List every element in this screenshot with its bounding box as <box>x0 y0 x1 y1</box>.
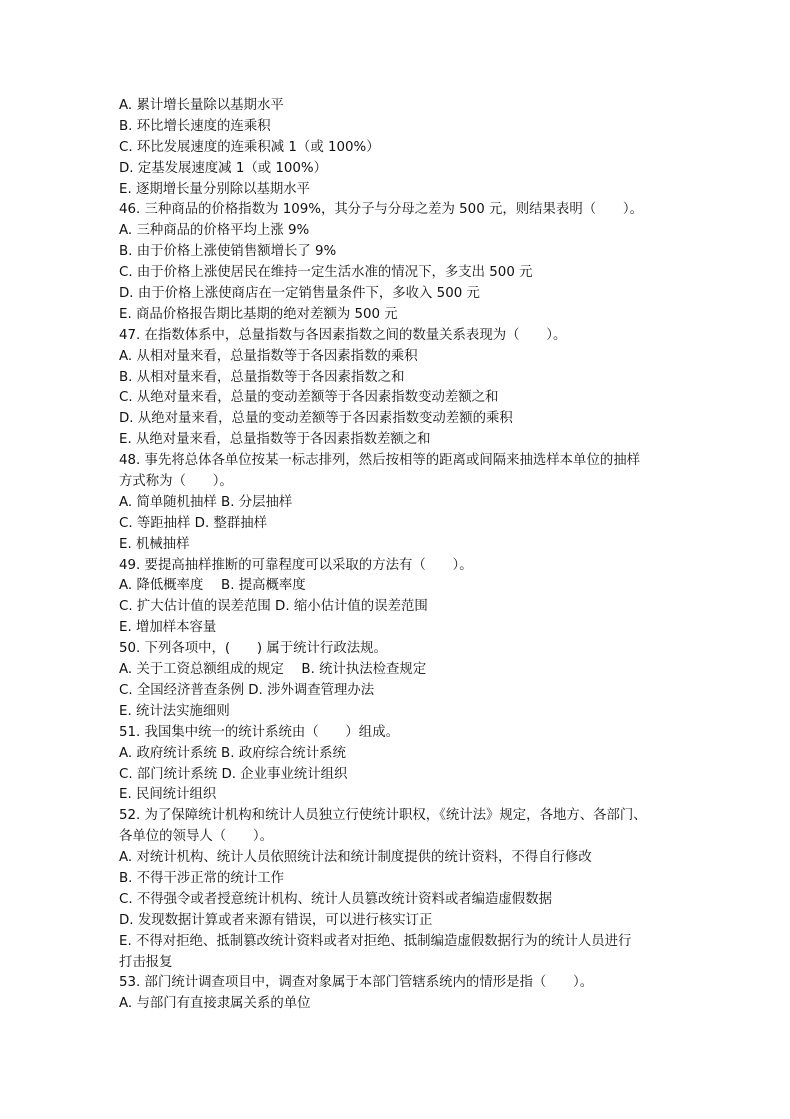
option-line: E. 增加样本容量 <box>119 620 217 636</box>
document-page <box>119 96 679 1015</box>
option-line: C. 部门统计系统 D. 企业事业统计组织 <box>119 766 348 782</box>
option-line: B. 由于价格上涨使销售额增长了 9% <box>119 244 337 260</box>
question-53: 53. 部门统计调查项目中，调查对象属于本部门管辖系统内的情形是指（ ）。 <box>119 975 594 991</box>
option-line: A. 对统计机构、统计人员依照统计法和统计制度提供的统计资料，不得自行修改 <box>119 850 592 866</box>
option-line: C. 不得强令或者授意统计机构、统计人员篡改统计资料或者编造虚假数据 <box>119 891 552 907</box>
option-line: A. 与部门有直接隶属关系的单位 <box>119 996 311 1012</box>
question-48: 48. 事先将总体各单位按某一标志排列，然后按相等的距离或间隔来抽选样本单位的抽样 <box>119 453 641 469</box>
option-line: A. 简单随机抽样 B. 分层抽样 <box>119 494 293 510</box>
option-line: C. 由于价格上涨使居民在维持一定生活水准的情况下，多支出 500 元 <box>119 265 533 281</box>
option-line-continued: 打击报复 <box>119 954 173 970</box>
option-line: A. 政府统计系统 B. 政府综合统计系统 <box>119 745 346 761</box>
option-line: E. 从绝对量来看，总量指数等于各因素指数差额之和 <box>119 432 431 448</box>
option-line: E. 机械抽样 <box>119 536 190 552</box>
option-line: C. 全国经济普查条例 D. 涉外调查管理办法 <box>119 682 375 698</box>
option-line: E. 不得对拒绝、抵制篡改统计资料或者对拒绝、抵制编造虚假数据行为的统计人员进行 <box>119 933 632 949</box>
option-line: A. 三种商品的价格平均上涨 9% <box>119 223 310 239</box>
option-line: D. 从绝对量来看，总量的变动差额等于各因素指数变动差额的乘积 <box>119 411 513 427</box>
option-line: C. 从绝对量来看，总量的变动差额等于各因素指数变动差额之和 <box>119 390 499 406</box>
option-line: D. 由于价格上涨使商店在一定销售量条件下，多收入 500 元 <box>119 286 480 302</box>
option-line: E. 商品价格报告期比基期的绝对差额为 500 元 <box>119 306 398 322</box>
option-line: A. 累计增长量除以基期水平 <box>119 98 284 113</box>
option-line: C. 扩大估计值的误差范围 D. 缩小估计值的误差范围 <box>119 599 428 615</box>
option-line: B. 环比增长速度的连乘积 <box>119 118 271 134</box>
option-line: E. 逐期增长量分别除以基期水平 <box>119 181 311 197</box>
question-51: 51. 我国集中统一的统计系统由（ ）组成。 <box>119 724 399 740</box>
option-line: A. 降低概率度 B. 提高概率度 <box>119 578 306 594</box>
option-line: B. 不得干涉正常的统计工作 <box>119 870 284 886</box>
option-line: E. 统计法实施细则 <box>119 703 230 719</box>
question-49: 49. 要提高抽样推断的可靠程度可以采取的方法有（ ）。 <box>119 557 473 573</box>
option-line: C. 环比发展速度的连乘积减 1（或 100%） <box>119 139 380 155</box>
option-line: D. 定基发展速度减 1（或 100%） <box>119 160 328 176</box>
question-48-continued: 方式称为（ ）。 <box>119 474 233 490</box>
option-line: E. 民间统计组织 <box>119 787 217 803</box>
question-52: 52. 为了保障统计机构和统计人员独立行使统计职权，《统计法》规定，各地方、各部门、 <box>119 808 647 824</box>
option-line: A. 关于工资总额组成的规定 B. 统计执法检查规定 <box>119 662 427 678</box>
option-line: D. 发现数据计算或者来源有错误，可以进行核实订正 <box>119 912 433 928</box>
option-line: C. 等距抽样 D. 整群抽样 <box>119 515 268 531</box>
question-46: 46. 三种商品的价格指数为 109%，其分子与分母之差为 500 元，则结果表明（ ）。 <box>119 202 643 218</box>
question-52-continued: 各单位的领导人（ ）。 <box>119 829 273 845</box>
question-47: 47. 在指数体系中，总量指数与各因素指数之间的数量关系表现为（ ）。 <box>119 327 567 343</box>
question-50: 50. 下列各项中，( ) 属于统计行政法规。 <box>119 641 387 657</box>
option-line: B. 从相对量来看，总量指数等于各因素指数之和 <box>119 369 405 385</box>
option-line: A. 从相对量来看，总量指数等于各因素指数的乘积 <box>119 348 418 364</box>
